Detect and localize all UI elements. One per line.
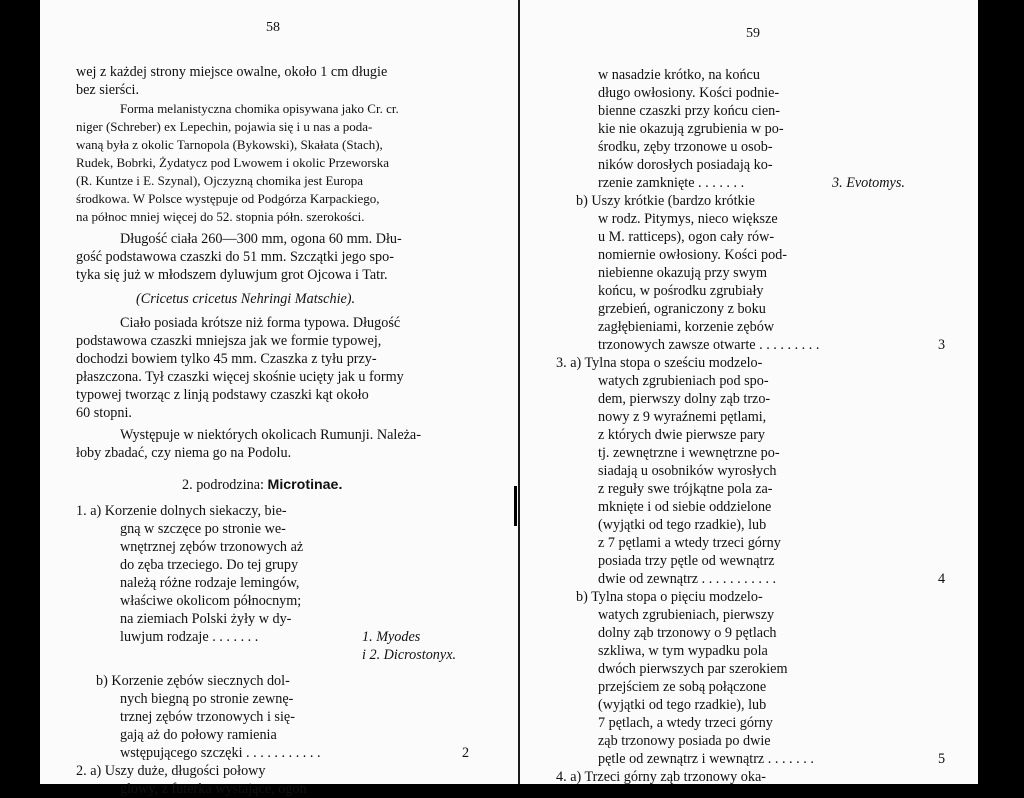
key-line: b) Uszy krótkie (bardzo krótkie <box>576 193 755 209</box>
key-line: gają aż do połowy ramienia <box>120 727 277 743</box>
key-line: grzebień, ograniczony z boku <box>598 301 766 317</box>
key-line: 7 pętlach, a wtedy trzeci górny <box>598 715 773 731</box>
text-line: niger (Schreber) ex Lepechin, pojawia się i u nas a poda- <box>76 119 373 134</box>
left-page <box>40 0 518 797</box>
key-line: końcu, w pośrodku zgrubiały <box>598 283 764 299</box>
key-line: dolny ząb trzonowy o 9 pętlach <box>598 625 777 641</box>
key-line: wnętrznej zębów trzonowych aż <box>120 539 304 555</box>
key-line: u M. ratticeps), ogon cały rów- <box>598 229 775 245</box>
text-line: Ciało posiada krótsze niż forma typowa. Długość <box>120 315 401 331</box>
text-line: 60 stopni. <box>76 405 132 421</box>
text-line: płaszczona. Tył czaszki więcej skośnie ucięty jak u formy <box>76 369 404 385</box>
key-line: 3. a) Tylna stopa o sześciu modzelo- <box>556 355 763 371</box>
key-line: w rodz. Pitymys, nieco większe <box>598 211 778 227</box>
subspecies-heading: (Cricetus cricetus Nehringi Matschie). <box>136 291 356 307</box>
margin-mark <box>514 486 517 526</box>
text-line: dochodzi bowiem tylko 45 mm. Czaszka z tyłu przy- <box>76 351 377 367</box>
section-heading-taxon: Microtinae. <box>267 477 343 493</box>
key-line: trznej zębów trzonowych i się- <box>120 709 295 725</box>
key-result: i 2. Dicrostonyx. <box>362 647 457 663</box>
key-result: 4 <box>938 571 946 587</box>
key-line: ząb trzonowy posiada po dwie <box>598 733 771 749</box>
page-number: 58 <box>266 20 280 35</box>
key-result: 3 <box>938 337 946 353</box>
key-line: 1. a) Korzenie dolnych siekaczy, bie- <box>76 503 287 519</box>
text-line: Występuje w niektórych okolicach Rumunji. Należa- <box>120 427 421 443</box>
section-heading <box>182 476 342 494</box>
key-line: wstępującego szczęki . . . . . . . . . . . <box>120 745 321 761</box>
key-line: watych zgrubieniach pod spo- <box>598 373 769 389</box>
key-line: watych zgrubieniach, pierwszy <box>598 607 775 623</box>
text-line: bez sierści. <box>76 82 140 98</box>
key-line: głowy, z futerka wystające, ogon <box>120 781 307 797</box>
key-line: należą różne rodzaje lemingów, <box>120 575 300 591</box>
key-line: rzenie zamknięte . . . . . . . <box>598 175 745 191</box>
text-line: waną była z okolic Tarnopola (Bykowski), Skałata (Stach), <box>76 137 383 152</box>
key-line: (wyjątki od tego rzadkie), lub <box>598 517 767 533</box>
key-line: mknięte i od siebie oddzielone <box>598 499 772 515</box>
key-line: szkliwa, w tym wypadku pola <box>598 643 768 659</box>
key-line: pętle od zewnątrz i wewnątrz . . . . . . . <box>598 751 814 767</box>
key-line: b) Korzenie zębów siecznych dol- <box>96 673 290 689</box>
section-heading-label: 2. podrodzina: <box>182 477 268 493</box>
text-line: Rudek, Bobrki, Żydatycz pod Lwowem i okolic Przeworska <box>76 155 390 170</box>
key-line: luwjum rodzaje . . . . . . . <box>120 629 259 645</box>
key-line: przejściem ze sobą połączone <box>598 679 767 695</box>
text-line: (R. Kuntze i E. Szynal), Ojczyzną chomika jest Europa <box>76 173 363 188</box>
key-line: nych biegną po stronie zewnę- <box>120 691 294 707</box>
key-line: dwie od zewnątrz . . . . . . . . . . . <box>598 571 777 587</box>
text-line: typowej tworząc z linją podstawy czaszki kąt około <box>76 387 369 403</box>
text-line: na północ mniej więcej do 52. stopnia półn. szerokości. <box>76 209 365 224</box>
key-line: niebienne okazują przy swym <box>598 265 768 281</box>
key-line: długo owłosiony. Kości podnie- <box>598 85 780 101</box>
key-line: bienne czaszki przy końcu cien- <box>598 103 780 119</box>
key-line: zagłębieniami, korzenie zębów <box>598 319 775 335</box>
key-result: 3. Evotomys. <box>832 175 905 191</box>
key-result: 2 <box>462 745 470 761</box>
key-line: z których dwie pierwsze pary <box>598 427 766 443</box>
text-line: Forma melanistyczna chomika opisywana jako Cr. cr. <box>120 101 399 116</box>
key-line: dwóch pierwszych par szerokiem <box>598 661 788 677</box>
key-line: kie nie okazują zgrubienia w po- <box>598 121 784 137</box>
key-line: trzonowych zawsze otwarte . . . . . . . . . <box>598 337 820 353</box>
key-line: siadają u osobników wyrosłych <box>598 463 777 479</box>
key-line: z 7 pętlami a wtedy trzeci górny <box>598 535 781 551</box>
text-line: wej z każdej strony miejsce owalne, około 1 cm długie <box>76 64 388 80</box>
key-line: tj. zewnętrzne i wewnętrzne po- <box>598 445 780 461</box>
key-line: ników dorosłych posiadają ko- <box>598 157 773 173</box>
key-line: (wyjątki od tego rzadkie), lub <box>598 697 767 713</box>
page-number: 59 <box>746 26 760 41</box>
key-line: b) Tylna stopa o pięciu modzelo- <box>576 589 763 605</box>
text-line: gość podstawowa czaszki do 51 mm. Szczątki jego spo- <box>76 249 394 265</box>
text-line: tyka się już w młodszem dyluwjum grot Ojcowa i Tatr. <box>76 267 388 283</box>
key-line: gną w szczęce po stronie we- <box>120 521 286 537</box>
text-line: Długość ciała 260—300 mm, ogona 60 mm. Dłu- <box>120 231 402 247</box>
key-line: właściwe okolicom północnym; <box>120 593 302 609</box>
key-line: nomiernie owłosiony. Kości pod- <box>598 247 788 263</box>
right-page <box>520 0 978 784</box>
text-line: środkowa. W Polsce występuje od Podgórza Karpackiego, <box>76 191 380 206</box>
key-line: środku, zęby trzonowe u osob- <box>598 139 773 155</box>
key-line: posiada trzy pętle od wewnątrz <box>598 553 775 569</box>
key-line: 2. a) Uszy duże, długości połowy <box>76 763 266 779</box>
key-line: nowy z 9 wyraźnemi pętlami, <box>598 409 767 425</box>
key-line: z reguły swe trójkątne pola za- <box>598 481 773 497</box>
text-line: podstawowa czaszki mniejsza jak we formie typowej, <box>76 333 382 349</box>
key-line: 4. a) Trzeci górny ząb trzonowy oka- <box>556 769 766 785</box>
key-line: do zęba trzeciego. Do tej grupy <box>120 557 299 573</box>
key-result: 5 <box>938 751 946 767</box>
key-line: dem, pierwszy dolny ząb trzo- <box>598 391 771 407</box>
text-line: łoby zbadać, czy niema go na Podolu. <box>76 445 292 461</box>
key-result: 1. Myodes <box>362 629 421 645</box>
key-line: na ziemiach Polski żyły w dy- <box>120 611 292 627</box>
key-line: w nasadzie krótko, na końcu <box>598 67 760 83</box>
